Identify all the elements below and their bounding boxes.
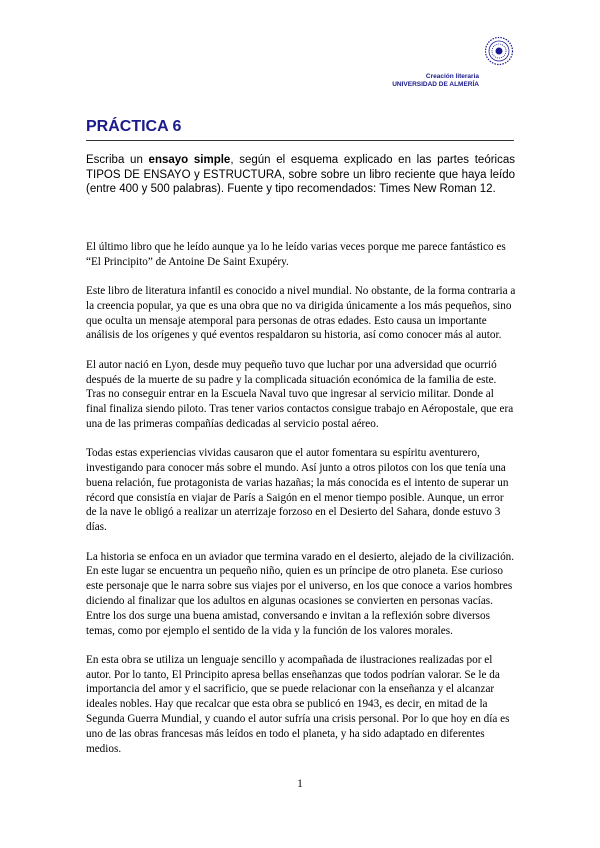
- header-meta: [392, 73, 479, 89]
- essay-paragraph: Todas estas experiencias vividas causaron que el autor fomentara su espíritu aventurero, investigando para conocer más sobre el mundo. Así junto a otros pilotos con los que tenía una buena relación, fue protagonista de varias hazañas; la más conocida es el intento de superar un récord que consistía en viajar de París a Saigón en el menor tiempo posible. Aunque, un error de la nave le obligó a realizar un aterrizaje forzoso en el Desierto del Sahara, donde estuvo 3 días.: [86, 447, 509, 534]
- university-name: UNIVERSIDAD DE ALMERÍA: [392, 81, 479, 88]
- instructions-rest: , según el esquema explicado en las partes teóricas TIPOS DE ENSAYO y ESTRUCTURA, sobre sobre un libro reciente que haya leído (entre 400 y 500 palabras). Fuente y tipo recomendados: Times New Roman 12.: [86, 154, 515, 195]
- essay-paragraph: Este libro de literatura infantil es conocido a nivel mundial. No obstante, de la forma contraria a la creencia popular, ya que es una obra que no va dirigida únicamente a los más pequeños, sino que oculta un mensaje atemporal para personas de otras edades. Esto causa un importante análisis de los orígenes y qué eventos respaldaron su historia, así como conocer más al autor.: [86, 285, 516, 342]
- university-seal-icon: [484, 36, 514, 66]
- essay-paragraph: El último libro que he leído aunque ya lo he leído varias veces porque me parece fantástico es “El Principito” de Antoine De Saint Exupéry.: [86, 241, 506, 268]
- essay-body: [86, 240, 516, 771]
- assignment-instructions: [86, 153, 515, 197]
- page-title: PRÁCTICA 6: [86, 118, 182, 135]
- page-number: 1: [297, 776, 303, 790]
- course-name: Creación literaria: [425, 73, 479, 80]
- title-divider: [86, 140, 514, 141]
- instructions-emphasis: ensayo simple: [148, 154, 231, 166]
- instructions-lead: Escriba un: [86, 154, 149, 166]
- essay-paragraph: La historia se enfoca en un aviador que termina varado en el desierto, alejado de la civilización. En este lugar se encuentra un pequeño niño, quien es un príncipe de otro planeta. Ese curioso este personaje que le narra sobre sus viajes por el universo, en los que conoce a varios hombres diciendo al finalizar que los adultos en algunas ocasiones se convierten en personas vacías. Entre los dos surge una buena amistad, conversando e invitan a la reflexión sobre diversos temas, como por ejemplo el sentido de la vida y la función de los valores morales.: [86, 550, 515, 637]
- essay-paragraph: En esta obra se utiliza un lenguaje sencillo y acompañada de ilustraciones realizadas por el autor. Por lo tanto, El Principito apresa bellas enseñanzas que todos podrían valorar. Se le da importancia del amor y el sacrificio, que se puede relacionar con la enseñanza y el alcanzar ideales nobles. Hay que recalcar que esta obra se publicó en 1943, es decir, en mitad de la Segunda Guerra Mundial, y cuando el autor sufría una crisis personal. Por lo que hoy en día es uno de las obras francesas más leídos en todo el planeta, y ha sido adaptado en diferentes medios.: [86, 653, 510, 755]
- essay-paragraph: El autor nació en Lyon, desde muy pequeño tuvo que luchar por una adversidad que ocurrió después de la muerte de su padre y la complicada situación económica de la familia de este. Tras no conseguir entrar en la Escuela Naval tuvo que ingresar al servicio militar. Donde al final finaliza siendo piloto. Tras tener varios contactos consigue trabajo en Aéropostale, que era una de las primeras compañías dedicadas al servicio postal aéreo.: [86, 358, 514, 430]
